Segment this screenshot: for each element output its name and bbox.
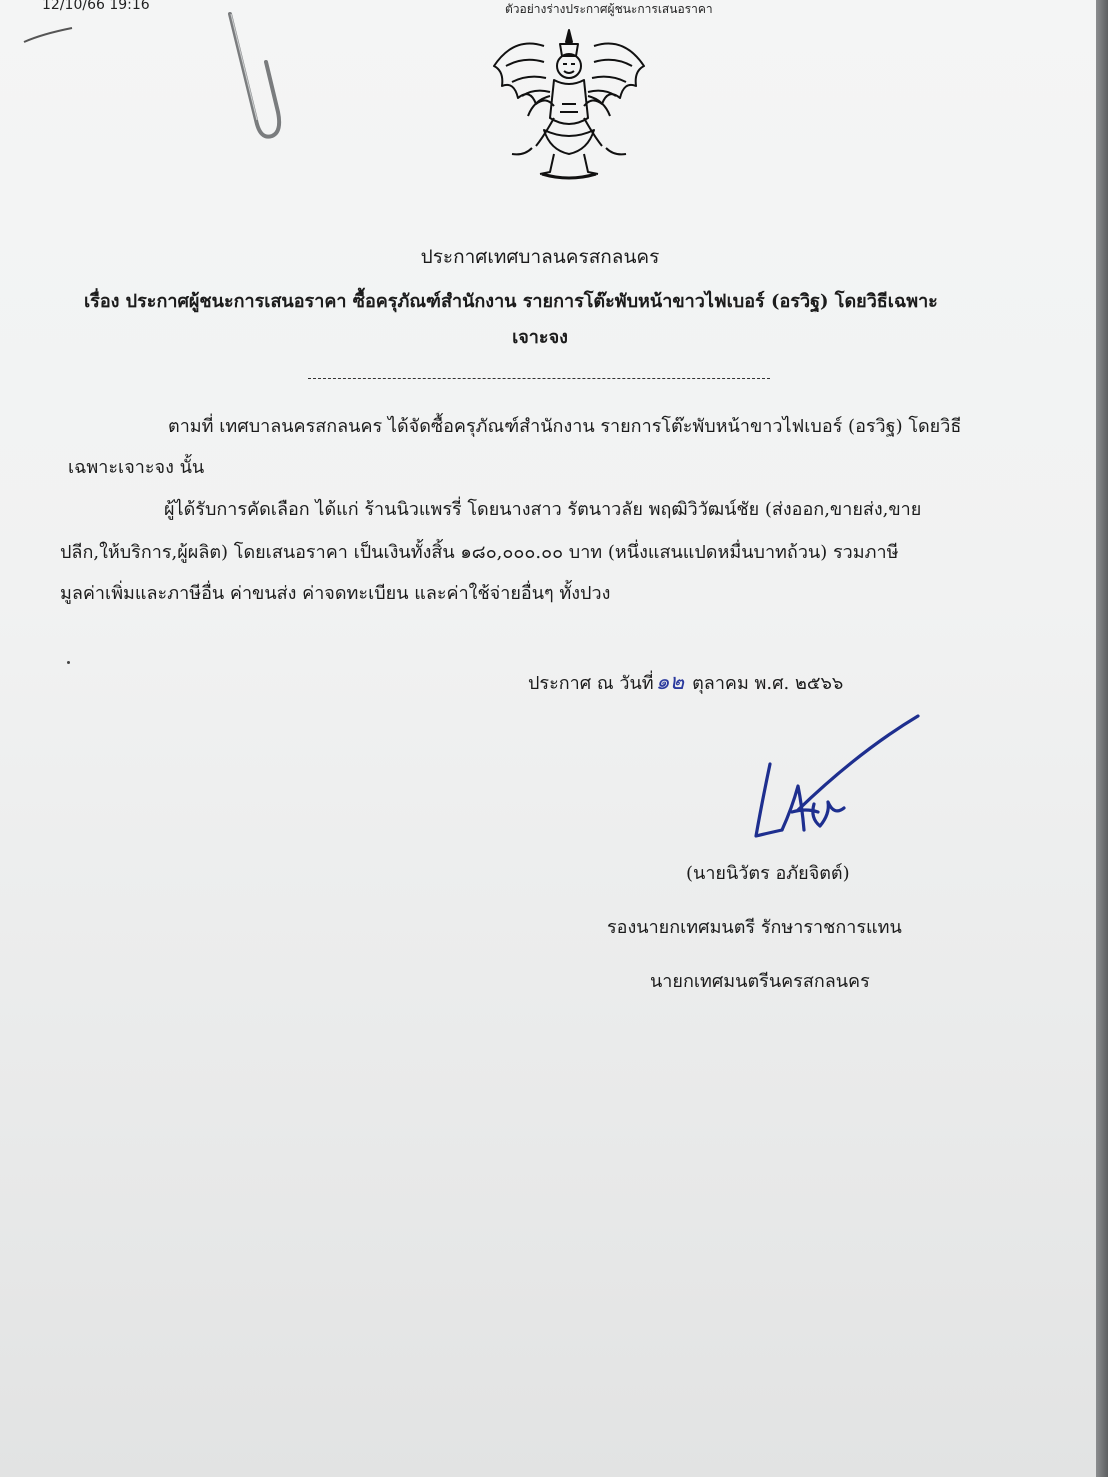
body-paragraph-1-line-2: เฉพาะเจาะจง นั้น	[68, 457, 205, 478]
signatory-position-line-2: นายกเทศมนตรีนครสกลนคร	[650, 971, 870, 992]
garuda-emblem-icon	[484, 26, 654, 186]
pen-mark	[22, 22, 82, 52]
announcement-date	[528, 664, 843, 699]
signatory-position-line-1: รองนายกเทศมนตรี รักษาราชการแทน	[607, 917, 902, 938]
signatory-name: (นายนิวัตร อภัยจิตต์)	[686, 863, 850, 884]
subject-line-2: เจาะจง	[512, 327, 568, 348]
body-paragraph-2-line-2: ปลีก,ให้บริการ,ผู้ผลิต) โดยเสนอราคา เป็นเงินทั้งสิ้น ๑๘๐,๐๐๐.๐๐ บาท (หนึ่งแสนแปดหมื่นบาทถ้วน) รวมภาษี	[60, 542, 899, 563]
draft-label: ตัวอย่างร่างประกาศผู้ชนะการเสนอราคา	[505, 2, 713, 16]
body-paragraph-2-line-3: มูลค่าเพิ่มและภาษีอื่น ค่าขนส่ง ค่าจดทะเบียน และค่าใช้จ่ายอื่นๆ ทั้งปวง	[60, 583, 611, 604]
handwritten-signature	[748, 712, 928, 847]
scan-speck	[67, 661, 70, 664]
divider	[308, 378, 770, 379]
scanner-edge	[1096, 0, 1108, 1477]
date-prefix: ประกาศ ณ วันที่	[528, 673, 654, 694]
date-month-year: ตุลาคม พ.ศ. ๒๕๖๖	[692, 673, 844, 694]
date-day-handwritten: ๑๒	[655, 670, 685, 695]
subject-line-1: เรื่อง ประกาศผู้ชนะการเสนอราคา ซื้อครุภัณฑ์สำนักงาน รายการโต๊ะพับหน้าขาวไฟเบอร์ (อรวิฐ) โดยวิธีเฉพาะ	[84, 291, 938, 312]
paper-clip-icon	[222, 8, 292, 148]
body-paragraph-1-line-1: ตามที่ เทศบาลนครสกลนคร ได้จัดซื้อครุภัณฑ์สำนักงาน รายการโต๊ะพับหน้าขาวไฟเบอร์ (อรวิฐ) โดยวิธี	[168, 416, 962, 437]
body-paragraph-2-line-1: ผู้ได้รับการคัดเลือก ได้แก่ ร้านนิวแพรรี่ โดยนางสาว รัตนาวลัย พฤฒิวิวัฒน์ชัย (ส่งออก,ขายส่ง,ขาย	[164, 499, 922, 520]
announcement-title: ประกาศเทศบาลนครสกลนคร	[420, 246, 660, 268]
scan-timestamp: 12/10/66 19:16	[42, 0, 150, 13]
